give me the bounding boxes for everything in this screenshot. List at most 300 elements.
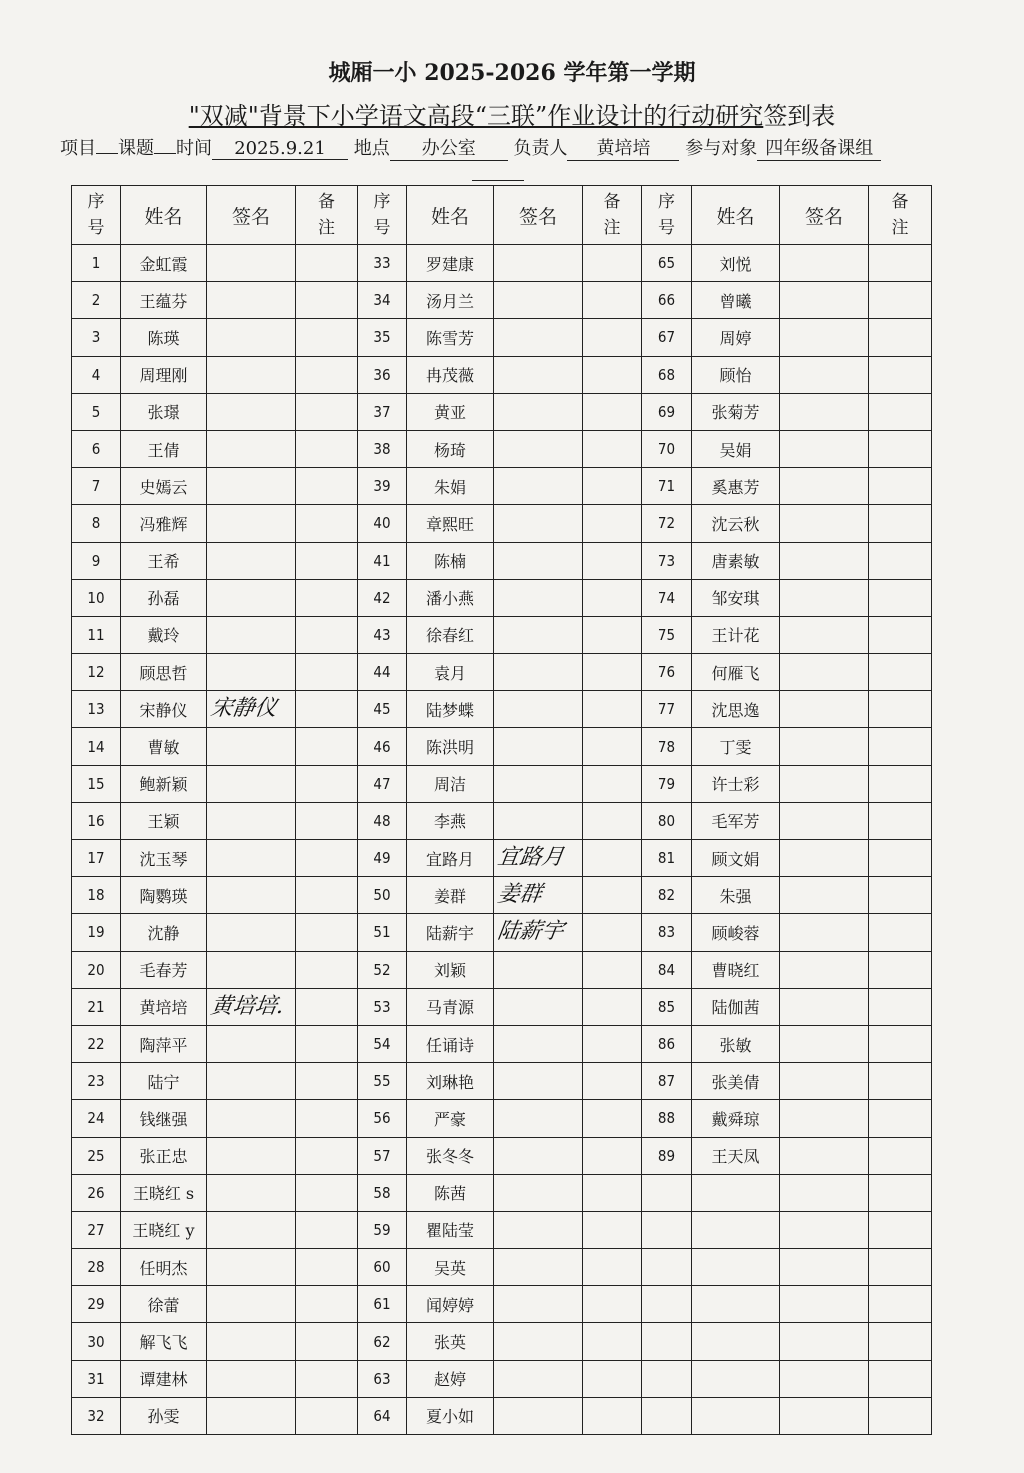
- note-cell[interactable]: [869, 1397, 932, 1434]
- table-row: [72, 1063, 932, 1100]
- name-cell: 曹敏: [121, 728, 207, 765]
- name-cell: 王晓红 s: [121, 1174, 207, 1211]
- name-cell: 沈静: [121, 914, 207, 951]
- seq-cell: [642, 1211, 692, 1248]
- name-cell: 沈云秋: [692, 505, 780, 542]
- seq-cell: 57: [358, 1137, 407, 1174]
- note-cell[interactable]: [296, 1323, 358, 1360]
- signature-cell[interactable]: [207, 988, 296, 1025]
- table-row: [72, 691, 932, 728]
- table-row: [72, 319, 932, 356]
- signature-cell[interactable]: [207, 468, 296, 505]
- seq-cell: [642, 1397, 692, 1434]
- signature-cell[interactable]: [207, 1025, 296, 1062]
- signature-cell[interactable]: [207, 616, 296, 653]
- name-cell: [692, 1360, 780, 1397]
- name-cell: 陈茜: [407, 1174, 494, 1211]
- note-cell[interactable]: [296, 319, 358, 356]
- name-cell: 刘悦: [692, 245, 780, 282]
- signature-cell[interactable]: [780, 988, 869, 1025]
- note-cell[interactable]: [296, 579, 358, 616]
- name-cell: 戴舜琼: [692, 1100, 780, 1137]
- note-cell[interactable]: [296, 1174, 358, 1211]
- name-cell: 黄培培: [121, 988, 207, 1025]
- project-blank: [96, 153, 118, 154]
- seq-cell: 13: [72, 691, 121, 728]
- note-cell[interactable]: [296, 877, 358, 914]
- note-cell[interactable]: [869, 728, 932, 765]
- signature-cell[interactable]: [207, 914, 296, 951]
- signature-cell[interactable]: [207, 840, 296, 877]
- name-cell: 鲍新颖: [121, 765, 207, 802]
- table-row: [72, 1323, 932, 1360]
- signature-cell[interactable]: [494, 245, 583, 282]
- table-row: [72, 542, 932, 579]
- signature-cell[interactable]: [780, 1063, 869, 1100]
- name-cell: 陈雪芳: [407, 319, 494, 356]
- signature-cell[interactable]: [494, 840, 583, 877]
- note-cell[interactable]: [296, 282, 358, 319]
- signature-cell[interactable]: [780, 1211, 869, 1248]
- note-cell[interactable]: [583, 691, 642, 728]
- seq-cell: 76: [642, 654, 692, 691]
- signature-cell[interactable]: [780, 1286, 869, 1323]
- signature-cell[interactable]: [780, 1323, 869, 1360]
- note-cell[interactable]: [583, 1100, 642, 1137]
- signature-cell[interactable]: [780, 319, 869, 356]
- sign-in-table: [71, 185, 932, 1435]
- signature-cell[interactable]: [494, 654, 583, 691]
- signature-cell[interactable]: [494, 1397, 583, 1434]
- signature-cell[interactable]: [207, 1211, 296, 1248]
- signature-cell[interactable]: [207, 542, 296, 579]
- note-cell[interactable]: [583, 430, 642, 467]
- seq-cell: 49: [358, 840, 407, 877]
- note-cell[interactable]: [869, 1174, 932, 1211]
- signature-cell[interactable]: [207, 505, 296, 542]
- signature-cell[interactable]: [494, 616, 583, 653]
- signature-cell[interactable]: [780, 356, 869, 393]
- signature-cell[interactable]: [780, 951, 869, 988]
- signature-cell[interactable]: [780, 691, 869, 728]
- note-cell[interactable]: [869, 691, 932, 728]
- note-cell[interactable]: [583, 1360, 642, 1397]
- signature-cell[interactable]: [494, 802, 583, 839]
- seq-cell: 11: [72, 616, 121, 653]
- note-cell[interactable]: [296, 616, 358, 653]
- seq-cell: 25: [72, 1137, 121, 1174]
- signature-cell[interactable]: [494, 542, 583, 579]
- name-cell: 张美倩: [692, 1063, 780, 1100]
- signature-cell[interactable]: [780, 542, 869, 579]
- name-cell: 刘颖: [407, 951, 494, 988]
- signature-cell[interactable]: [494, 319, 583, 356]
- signature-cell[interactable]: [207, 356, 296, 393]
- note-cell[interactable]: [869, 1360, 932, 1397]
- note-cell[interactable]: [583, 616, 642, 653]
- seq-cell: 43: [358, 616, 407, 653]
- note-cell[interactable]: [583, 802, 642, 839]
- name-cell: 陈楠: [407, 542, 494, 579]
- name-cell: 沈思逸: [692, 691, 780, 728]
- name-cell: 汤月兰: [407, 282, 494, 319]
- name-cell: [692, 1397, 780, 1434]
- note-cell[interactable]: [869, 765, 932, 802]
- signature-cell[interactable]: [494, 468, 583, 505]
- signature-cell[interactable]: [780, 728, 869, 765]
- sign-in-sheet-label: 签到表: [763, 102, 836, 130]
- seq-cell: 84: [642, 951, 692, 988]
- name-cell: 宜路月: [407, 840, 494, 877]
- seq-cell: 70: [642, 430, 692, 467]
- note-cell[interactable]: [869, 282, 932, 319]
- seq-cell: 16: [72, 802, 121, 839]
- seq-cell: 86: [642, 1025, 692, 1062]
- name-cell: 顾峻蓉: [692, 914, 780, 951]
- name-cell: 毛军芳: [692, 802, 780, 839]
- note-cell[interactable]: [583, 951, 642, 988]
- signature-cell[interactable]: [207, 282, 296, 319]
- note-cell[interactable]: [869, 988, 932, 1025]
- location-value: 办公室: [390, 134, 508, 161]
- signature-cell[interactable]: [780, 1137, 869, 1174]
- note-cell[interactable]: [296, 542, 358, 579]
- note-cell[interactable]: [583, 319, 642, 356]
- signature-cell[interactable]: [780, 1249, 869, 1286]
- name-cell: 朱娟: [407, 468, 494, 505]
- note-cell[interactable]: [296, 1025, 358, 1062]
- note-cell[interactable]: [296, 840, 358, 877]
- name-cell: 陆伽茜: [692, 988, 780, 1025]
- seq-cell: 40: [358, 505, 407, 542]
- signature-cell[interactable]: [780, 579, 869, 616]
- signature-cell[interactable]: [780, 914, 869, 951]
- note-cell[interactable]: [583, 877, 642, 914]
- signature-cell[interactable]: [780, 430, 869, 467]
- table-row: [72, 430, 932, 467]
- seq-cell: 64: [358, 1397, 407, 1434]
- seq-cell: 14: [72, 728, 121, 765]
- seq-cell: 58: [358, 1174, 407, 1211]
- table-row: [72, 1360, 932, 1397]
- name-cell: 闻婷婷: [407, 1286, 494, 1323]
- note-cell[interactable]: [583, 654, 642, 691]
- note-cell[interactable]: [583, 579, 642, 616]
- note-cell[interactable]: [869, 579, 932, 616]
- signature-cell[interactable]: [207, 951, 296, 988]
- note-cell[interactable]: [869, 319, 932, 356]
- note-cell[interactable]: [296, 654, 358, 691]
- signature-cell[interactable]: [207, 1137, 296, 1174]
- seq-cell: 3: [72, 319, 121, 356]
- signature-cell[interactable]: [494, 1063, 583, 1100]
- signature-cell[interactable]: [494, 988, 583, 1025]
- signature-cell[interactable]: [494, 951, 583, 988]
- seq-cell: 79: [642, 765, 692, 802]
- name-cell: 曹晓红: [692, 951, 780, 988]
- seq-cell: 68: [642, 356, 692, 393]
- seq-cell: 71: [642, 468, 692, 505]
- note-cell[interactable]: [583, 1025, 642, 1062]
- signature-cell[interactable]: [780, 654, 869, 691]
- signature-cell[interactable]: [207, 393, 296, 430]
- seq-cell: 35: [358, 319, 407, 356]
- note-cell[interactable]: [583, 356, 642, 393]
- note-cell[interactable]: [869, 1137, 932, 1174]
- note-cell[interactable]: [583, 1174, 642, 1211]
- seq-cell: 88: [642, 1100, 692, 1137]
- note-cell[interactable]: [869, 616, 932, 653]
- seq-cell: 28: [72, 1249, 121, 1286]
- note-cell[interactable]: [869, 914, 932, 951]
- owner-value: 黄培培: [567, 134, 679, 161]
- header-sign: 签名: [780, 186, 869, 245]
- signature-cell[interactable]: [207, 654, 296, 691]
- note-cell[interactable]: [869, 877, 932, 914]
- note-cell[interactable]: [583, 1286, 642, 1323]
- note-cell[interactable]: [869, 1286, 932, 1323]
- signature-cell[interactable]: [207, 430, 296, 467]
- seq-cell: 61: [358, 1286, 407, 1323]
- note-cell[interactable]: [869, 468, 932, 505]
- note-cell[interactable]: [869, 430, 932, 467]
- seq-cell: 62: [358, 1323, 407, 1360]
- name-cell: 姜群: [407, 877, 494, 914]
- seq-cell: 51: [358, 914, 407, 951]
- note-cell[interactable]: [583, 1063, 642, 1100]
- note-cell[interactable]: [583, 542, 642, 579]
- seq-cell: 78: [642, 728, 692, 765]
- note-cell[interactable]: [296, 691, 358, 728]
- signature-cell[interactable]: [780, 245, 869, 282]
- name-cell: 丁雯: [692, 728, 780, 765]
- table-row: [72, 765, 932, 802]
- signature-cell[interactable]: [494, 1249, 583, 1286]
- note-cell[interactable]: [296, 1063, 358, 1100]
- signature-cell[interactable]: [207, 691, 296, 728]
- seq-cell: 27: [72, 1211, 121, 1248]
- signature-cell[interactable]: [207, 765, 296, 802]
- note-cell[interactable]: [583, 505, 642, 542]
- note-cell[interactable]: [296, 505, 358, 542]
- note-cell[interactable]: [296, 988, 358, 1025]
- note-cell[interactable]: [296, 1286, 358, 1323]
- note-cell[interactable]: [296, 1397, 358, 1434]
- seq-cell: 54: [358, 1025, 407, 1062]
- note-cell[interactable]: [869, 393, 932, 430]
- name-cell: 王天凤: [692, 1137, 780, 1174]
- note-cell[interactable]: [296, 468, 358, 505]
- table-body: [72, 245, 932, 1435]
- seq-cell: 75: [642, 616, 692, 653]
- name-cell: 钱继强: [121, 1100, 207, 1137]
- seq-cell: 1: [72, 245, 121, 282]
- seq-cell: 45: [358, 691, 407, 728]
- note-cell[interactable]: [296, 802, 358, 839]
- signature-cell[interactable]: [207, 1063, 296, 1100]
- seq-cell: 18: [72, 877, 121, 914]
- note-cell[interactable]: [583, 1211, 642, 1248]
- seq-cell: 89: [642, 1137, 692, 1174]
- table-row: [72, 877, 932, 914]
- signature-cell[interactable]: [494, 765, 583, 802]
- note-cell[interactable]: [296, 356, 358, 393]
- seq-cell: 59: [358, 1211, 407, 1248]
- note-cell[interactable]: [583, 914, 642, 951]
- seq-cell: 29: [72, 1286, 121, 1323]
- signature-cell[interactable]: [494, 1025, 583, 1062]
- signature-cell[interactable]: [780, 1397, 869, 1434]
- signature-cell[interactable]: [780, 877, 869, 914]
- seq-cell: 44: [358, 654, 407, 691]
- note-cell[interactable]: [296, 1249, 358, 1286]
- signature-cell[interactable]: [780, 840, 869, 877]
- signature-cell[interactable]: [207, 579, 296, 616]
- signature-cell[interactable]: [494, 393, 583, 430]
- signature-cell[interactable]: [207, 1174, 296, 1211]
- signature-cell[interactable]: [207, 1286, 296, 1323]
- name-cell: 李燕: [407, 802, 494, 839]
- note-cell[interactable]: [869, 1063, 932, 1100]
- name-cell: [692, 1174, 780, 1211]
- note-cell[interactable]: [583, 1137, 642, 1174]
- seq-cell: 77: [642, 691, 692, 728]
- signature-cell[interactable]: [207, 319, 296, 356]
- note-cell[interactable]: [869, 840, 932, 877]
- note-cell[interactable]: [869, 1211, 932, 1248]
- seq-cell: 66: [642, 282, 692, 319]
- seq-cell: 20: [72, 951, 121, 988]
- note-cell[interactable]: [869, 1323, 932, 1360]
- note-cell[interactable]: [869, 1249, 932, 1286]
- note-cell[interactable]: [869, 1100, 932, 1137]
- signature-cell[interactable]: [780, 468, 869, 505]
- signature-cell[interactable]: [780, 616, 869, 653]
- note-cell[interactable]: [869, 542, 932, 579]
- seq-cell: 80: [642, 802, 692, 839]
- name-cell: 严豪: [407, 1100, 494, 1137]
- note-cell[interactable]: [869, 802, 932, 839]
- signature-cell[interactable]: [207, 877, 296, 914]
- signature-cell[interactable]: [494, 505, 583, 542]
- note-cell[interactable]: [296, 1360, 358, 1397]
- table-row: [72, 356, 932, 393]
- signature-cell[interactable]: [207, 1100, 296, 1137]
- signature-cell[interactable]: [494, 691, 583, 728]
- seq-cell: 55: [358, 1063, 407, 1100]
- note-cell[interactable]: [296, 1137, 358, 1174]
- note-cell[interactable]: [869, 654, 932, 691]
- signature-cell[interactable]: [494, 1211, 583, 1248]
- signature-cell[interactable]: [207, 245, 296, 282]
- note-cell[interactable]: [583, 728, 642, 765]
- seq-cell: 74: [642, 579, 692, 616]
- signature-cell[interactable]: [780, 282, 869, 319]
- signature-cell[interactable]: [494, 1323, 583, 1360]
- name-cell: 冯雅辉: [121, 505, 207, 542]
- seq-cell: 63: [358, 1360, 407, 1397]
- signature-cell[interactable]: [494, 356, 583, 393]
- signature-cell[interactable]: [494, 579, 583, 616]
- note-cell[interactable]: [583, 765, 642, 802]
- signature-cell[interactable]: [207, 728, 296, 765]
- signature-cell[interactable]: [494, 914, 583, 951]
- note-cell[interactable]: [583, 245, 642, 282]
- note-cell[interactable]: [869, 356, 932, 393]
- note-cell[interactable]: [296, 914, 358, 951]
- note-cell[interactable]: [296, 430, 358, 467]
- note-cell[interactable]: [296, 245, 358, 282]
- signature-cell[interactable]: [780, 1025, 869, 1062]
- note-cell[interactable]: [296, 728, 358, 765]
- signature-cell[interactable]: [494, 728, 583, 765]
- signature-cell[interactable]: [780, 765, 869, 802]
- signature-cell[interactable]: [494, 1286, 583, 1323]
- note-cell[interactable]: [296, 765, 358, 802]
- signature-cell[interactable]: [494, 1137, 583, 1174]
- seq-cell: 31: [72, 1360, 121, 1397]
- signature-cell[interactable]: [780, 505, 869, 542]
- handwritten-signature: 姜群: [495, 882, 544, 908]
- note-cell[interactable]: [583, 1397, 642, 1434]
- signature-cell[interactable]: [207, 1323, 296, 1360]
- signature-cell[interactable]: [207, 1360, 296, 1397]
- signature-cell[interactable]: [780, 1100, 869, 1137]
- note-cell[interactable]: [583, 840, 642, 877]
- signature-cell[interactable]: [780, 1174, 869, 1211]
- signature-cell[interactable]: [494, 877, 583, 914]
- note-cell[interactable]: [583, 282, 642, 319]
- note-cell[interactable]: [296, 1211, 358, 1248]
- signature-cell[interactable]: [494, 282, 583, 319]
- signature-cell[interactable]: [494, 1100, 583, 1137]
- note-cell[interactable]: [296, 951, 358, 988]
- name-cell: 宋静仪: [121, 691, 207, 728]
- seq-cell: 32: [72, 1397, 121, 1434]
- signature-cell[interactable]: [207, 802, 296, 839]
- signature-cell[interactable]: [207, 1397, 296, 1434]
- note-cell[interactable]: [583, 393, 642, 430]
- note-cell[interactable]: [296, 393, 358, 430]
- note-cell[interactable]: [869, 1025, 932, 1062]
- note-cell[interactable]: [583, 468, 642, 505]
- note-cell[interactable]: [296, 1100, 358, 1137]
- note-cell[interactable]: [869, 951, 932, 988]
- signature-cell[interactable]: [494, 1174, 583, 1211]
- signature-cell[interactable]: [780, 393, 869, 430]
- name-cell: 朱强: [692, 877, 780, 914]
- name-cell: 唐素敏: [692, 542, 780, 579]
- name-cell: 张菊芳: [692, 393, 780, 430]
- name-cell: 王希: [121, 542, 207, 579]
- note-cell[interactable]: [583, 1249, 642, 1286]
- seq-cell: 67: [642, 319, 692, 356]
- note-cell[interactable]: [869, 505, 932, 542]
- signature-cell[interactable]: [494, 1360, 583, 1397]
- note-cell[interactable]: [583, 988, 642, 1025]
- name-cell: 罗建康: [407, 245, 494, 282]
- signature-cell[interactable]: [207, 1249, 296, 1286]
- note-cell[interactable]: [869, 245, 932, 282]
- note-cell[interactable]: [583, 1323, 642, 1360]
- signature-cell[interactable]: [494, 430, 583, 467]
- seq-cell: 83: [642, 914, 692, 951]
- seq-cell: 81: [642, 840, 692, 877]
- signature-cell[interactable]: [780, 802, 869, 839]
- signature-cell[interactable]: [780, 1360, 869, 1397]
- table-row: [72, 654, 932, 691]
- seq-cell: 12: [72, 654, 121, 691]
